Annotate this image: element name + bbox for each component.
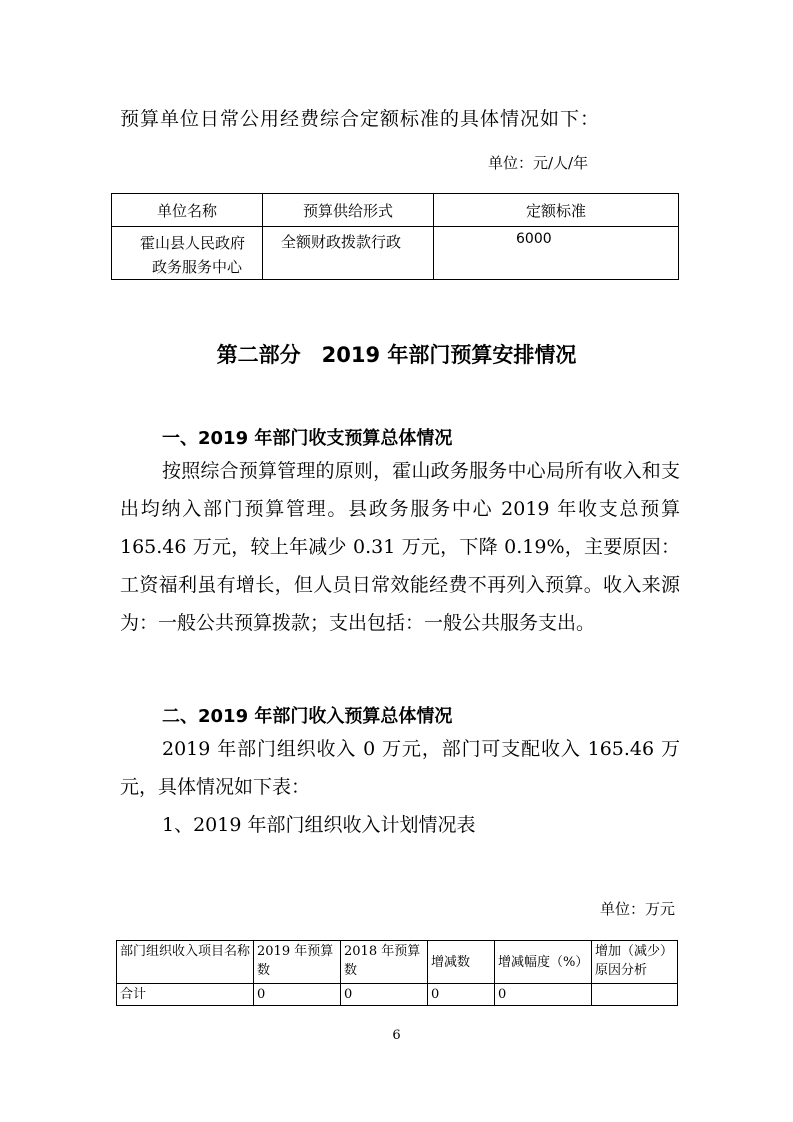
header-2019-budget: 2019 年预算数	[254, 941, 341, 984]
cell-2019-value: 0	[254, 984, 341, 1006]
table-header-row	[117, 941, 678, 984]
quota-standard-table	[111, 193, 679, 280]
section1-paragraph-text: 按照综合预算管理的原则，霍山政务服务中心局所有收入和支出均纳入部门预算管理。县政务服务中心 2019 年收支总预算 165.46 万元，较上年减少 0.31 万元，下降 0.19%，主要原因：工资福利虽有增长，但人员日常效能经费不再列入预算。收入来源为：一般公共预算拨款；支出包括：一般公共服务支出。	[120, 460, 680, 634]
header-change: 增减数	[428, 941, 495, 984]
cell-2018-value: 0	[341, 984, 428, 1006]
header-supply-form: 预算供给形式	[263, 194, 434, 227]
cell-change-rate-value: 0	[495, 984, 592, 1006]
cell-change-value: 0	[428, 984, 495, 1006]
table-row	[112, 227, 679, 280]
intro-text: 预算单位日常公用经费综合定额标准的具体情况如下：	[120, 108, 601, 130]
cell-supply-form: 全额财政拨款行政	[263, 227, 434, 280]
section1-paragraph	[120, 452, 680, 642]
cell-total-label: 合计	[117, 984, 254, 1006]
unit-label-2: 单位：万元	[600, 900, 676, 918]
header-reason: 增加（减少）原因分析	[592, 941, 678, 984]
section2-title: 二、2019 年部门收入预算总体情况	[162, 706, 453, 727]
header-item-name: 部门组织收入项目名称	[117, 941, 254, 984]
section1-title: 一、2019 年部门收支预算总体情况	[162, 428, 453, 449]
income-plan-table	[116, 940, 678, 1006]
unit-name-line1: 霍山县人民政府	[140, 234, 246, 252]
part-title: 第二部分 2019 年部门预算安排情况	[216, 343, 577, 367]
header-2018-budget: 2018 年预算数	[341, 941, 428, 984]
page-number: 6	[392, 1028, 401, 1043]
section2-subtitle: 1、2019 年部门组织收入计划情况表	[162, 814, 476, 836]
header-quota: 定额标准	[434, 194, 679, 227]
table-header-row	[112, 194, 679, 227]
header-unit-name: 单位名称	[112, 194, 263, 227]
section2-paragraph-text: 2019 年部门组织收入 0 万元，部门可支配收入 165.46 万元，具体情况如下表：	[120, 738, 680, 798]
cell-reason-value	[592, 984, 678, 1006]
cell-quota: 6000	[434, 227, 679, 280]
unit-label-1: 单位：元/人/年	[488, 154, 589, 172]
cell-unit-name	[112, 227, 263, 280]
unit-name-line2: 政务服务中心	[152, 258, 243, 276]
section2-paragraph	[120, 730, 680, 844]
header-change-rate: 增减幅度（%）	[495, 941, 592, 984]
table-row	[117, 984, 678, 1006]
